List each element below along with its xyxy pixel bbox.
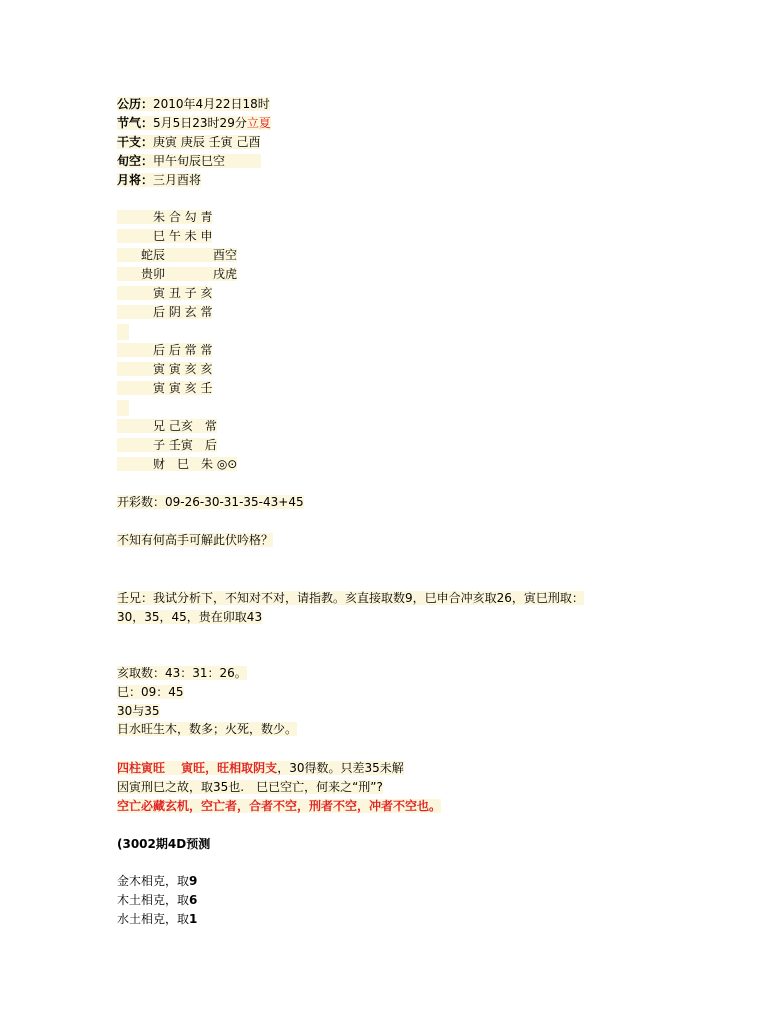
ke-row-text: 寅 寅 亥 壬 (117, 381, 213, 395)
gongli-line (117, 96, 270, 113)
plate-row (117, 247, 237, 264)
plate-row-text: 后 阴 玄 常 (117, 305, 213, 319)
plate-row (117, 228, 212, 245)
blank-marker (117, 324, 129, 340)
chuan-row (117, 418, 217, 435)
xunkong-value: 甲午旬辰巳空 (153, 154, 261, 168)
si-line (117, 684, 184, 701)
ganzhi-label: 干支： (117, 135, 154, 149)
blank-marker (117, 400, 129, 416)
xunkong-label: 旬空： (117, 154, 154, 168)
shuitu-number: 1 (189, 912, 198, 926)
chuan-row (117, 456, 237, 473)
hai-line (117, 665, 247, 682)
yuejiang-value: 三月酉将 (153, 173, 202, 187)
ke-row (117, 380, 212, 397)
period-line (117, 836, 210, 853)
jieqi-label: 节气： (117, 116, 154, 130)
shuitu-text: 水土相克，取 (117, 912, 190, 926)
reply-line (117, 590, 584, 607)
si-text: 巳：09：45 (117, 685, 184, 699)
hai-text: 亥取数：43：31：26。 (117, 666, 247, 680)
question-text: 不知有何高手可解此伏吟格？ (117, 533, 274, 547)
kongwang-line (117, 798, 441, 815)
kongwang-text: 空亡必藏玄机，空亡者，合者不空，刑者不空，冲者不空也。 (117, 799, 442, 813)
reply-text: 壬兄：我试分析下，不知对不对，请指教。亥直接取数9，巳申合冲亥取26，寅巳刑取： (117, 591, 584, 605)
kaicai-text: 开彩数：09-26-30-31-35-43+45 (117, 495, 304, 509)
yinxing-text: 因寅刑巳之故，取35也. 巳已空亡，何来之“刑”? (117, 780, 383, 794)
sizhu-rest-text: ，30得数。只差35未解 (277, 761, 404, 775)
chuan-row-text: 兄 己亥 常 (117, 419, 217, 433)
jieqi-line (117, 115, 271, 132)
sizhu-line (117, 760, 404, 777)
plate-row (117, 285, 212, 302)
plate-row-text: 寅 丑 子 亥 (117, 286, 213, 300)
kaicai-line (117, 494, 304, 511)
gongli-label: 公历： (117, 97, 154, 111)
jinmu-number: 9 (189, 874, 198, 888)
ke-row (117, 361, 212, 378)
shuitu-line (117, 911, 197, 928)
chuan-row (117, 437, 217, 454)
question-line (117, 532, 273, 549)
chuan-row-text: 子 壬寅 后 (117, 438, 217, 452)
yu-line (117, 703, 160, 720)
plate-row (117, 304, 212, 321)
yuejiang-line (117, 172, 201, 189)
jieqi-value: 5月5日23时29分 (153, 116, 247, 130)
plate-row-text: 贵卯 戌虎 (117, 267, 238, 281)
xunkong-line (117, 153, 261, 170)
rishui-text: 日水旺生木，数多；火死，数少。 (117, 722, 298, 736)
jieqi-term: 立夏 (246, 116, 271, 130)
ganzhi-value: 庚寅 庚辰 壬寅 己酉 (153, 135, 261, 149)
ke-row-text: 后 后 常 常 (117, 343, 213, 357)
gongli-value: 2010年4月22日18时 (153, 97, 270, 111)
plate-row (117, 209, 212, 226)
mutu-line (117, 892, 197, 909)
yu-text: 30与35 (117, 704, 160, 718)
ganzhi-line (117, 134, 260, 151)
ke-row (117, 342, 212, 359)
mutu-text: 木土相克，取 (117, 893, 190, 907)
yinxing-line (117, 779, 383, 796)
plate-row-text: 蛇辰 酉空 (117, 248, 238, 262)
period-text: (3002期4D预测 (117, 837, 211, 851)
plate-row-text: 朱 合 勾 青 (117, 210, 213, 224)
reply-line (117, 609, 262, 626)
plate-row (117, 266, 237, 283)
rishui-line (117, 721, 297, 738)
plate-row-text: 巳 午 未 申 (117, 229, 213, 243)
jinmu-text: 金木相克，取 (117, 874, 190, 888)
mutu-number: 6 (189, 893, 198, 907)
yuejiang-label: 月将： (117, 173, 154, 187)
reply-text: 30，35，45，贵在卯取43 (117, 610, 263, 624)
sizhu-red-text: 四柱寅旺 寅旺，旺相取阴支 (117, 761, 278, 775)
ke-row-text: 寅 寅 亥 亥 (117, 362, 213, 376)
chuan-row-text: 财 巳 朱 ◎⊙ (117, 457, 238, 471)
jinmu-line (117, 873, 197, 890)
